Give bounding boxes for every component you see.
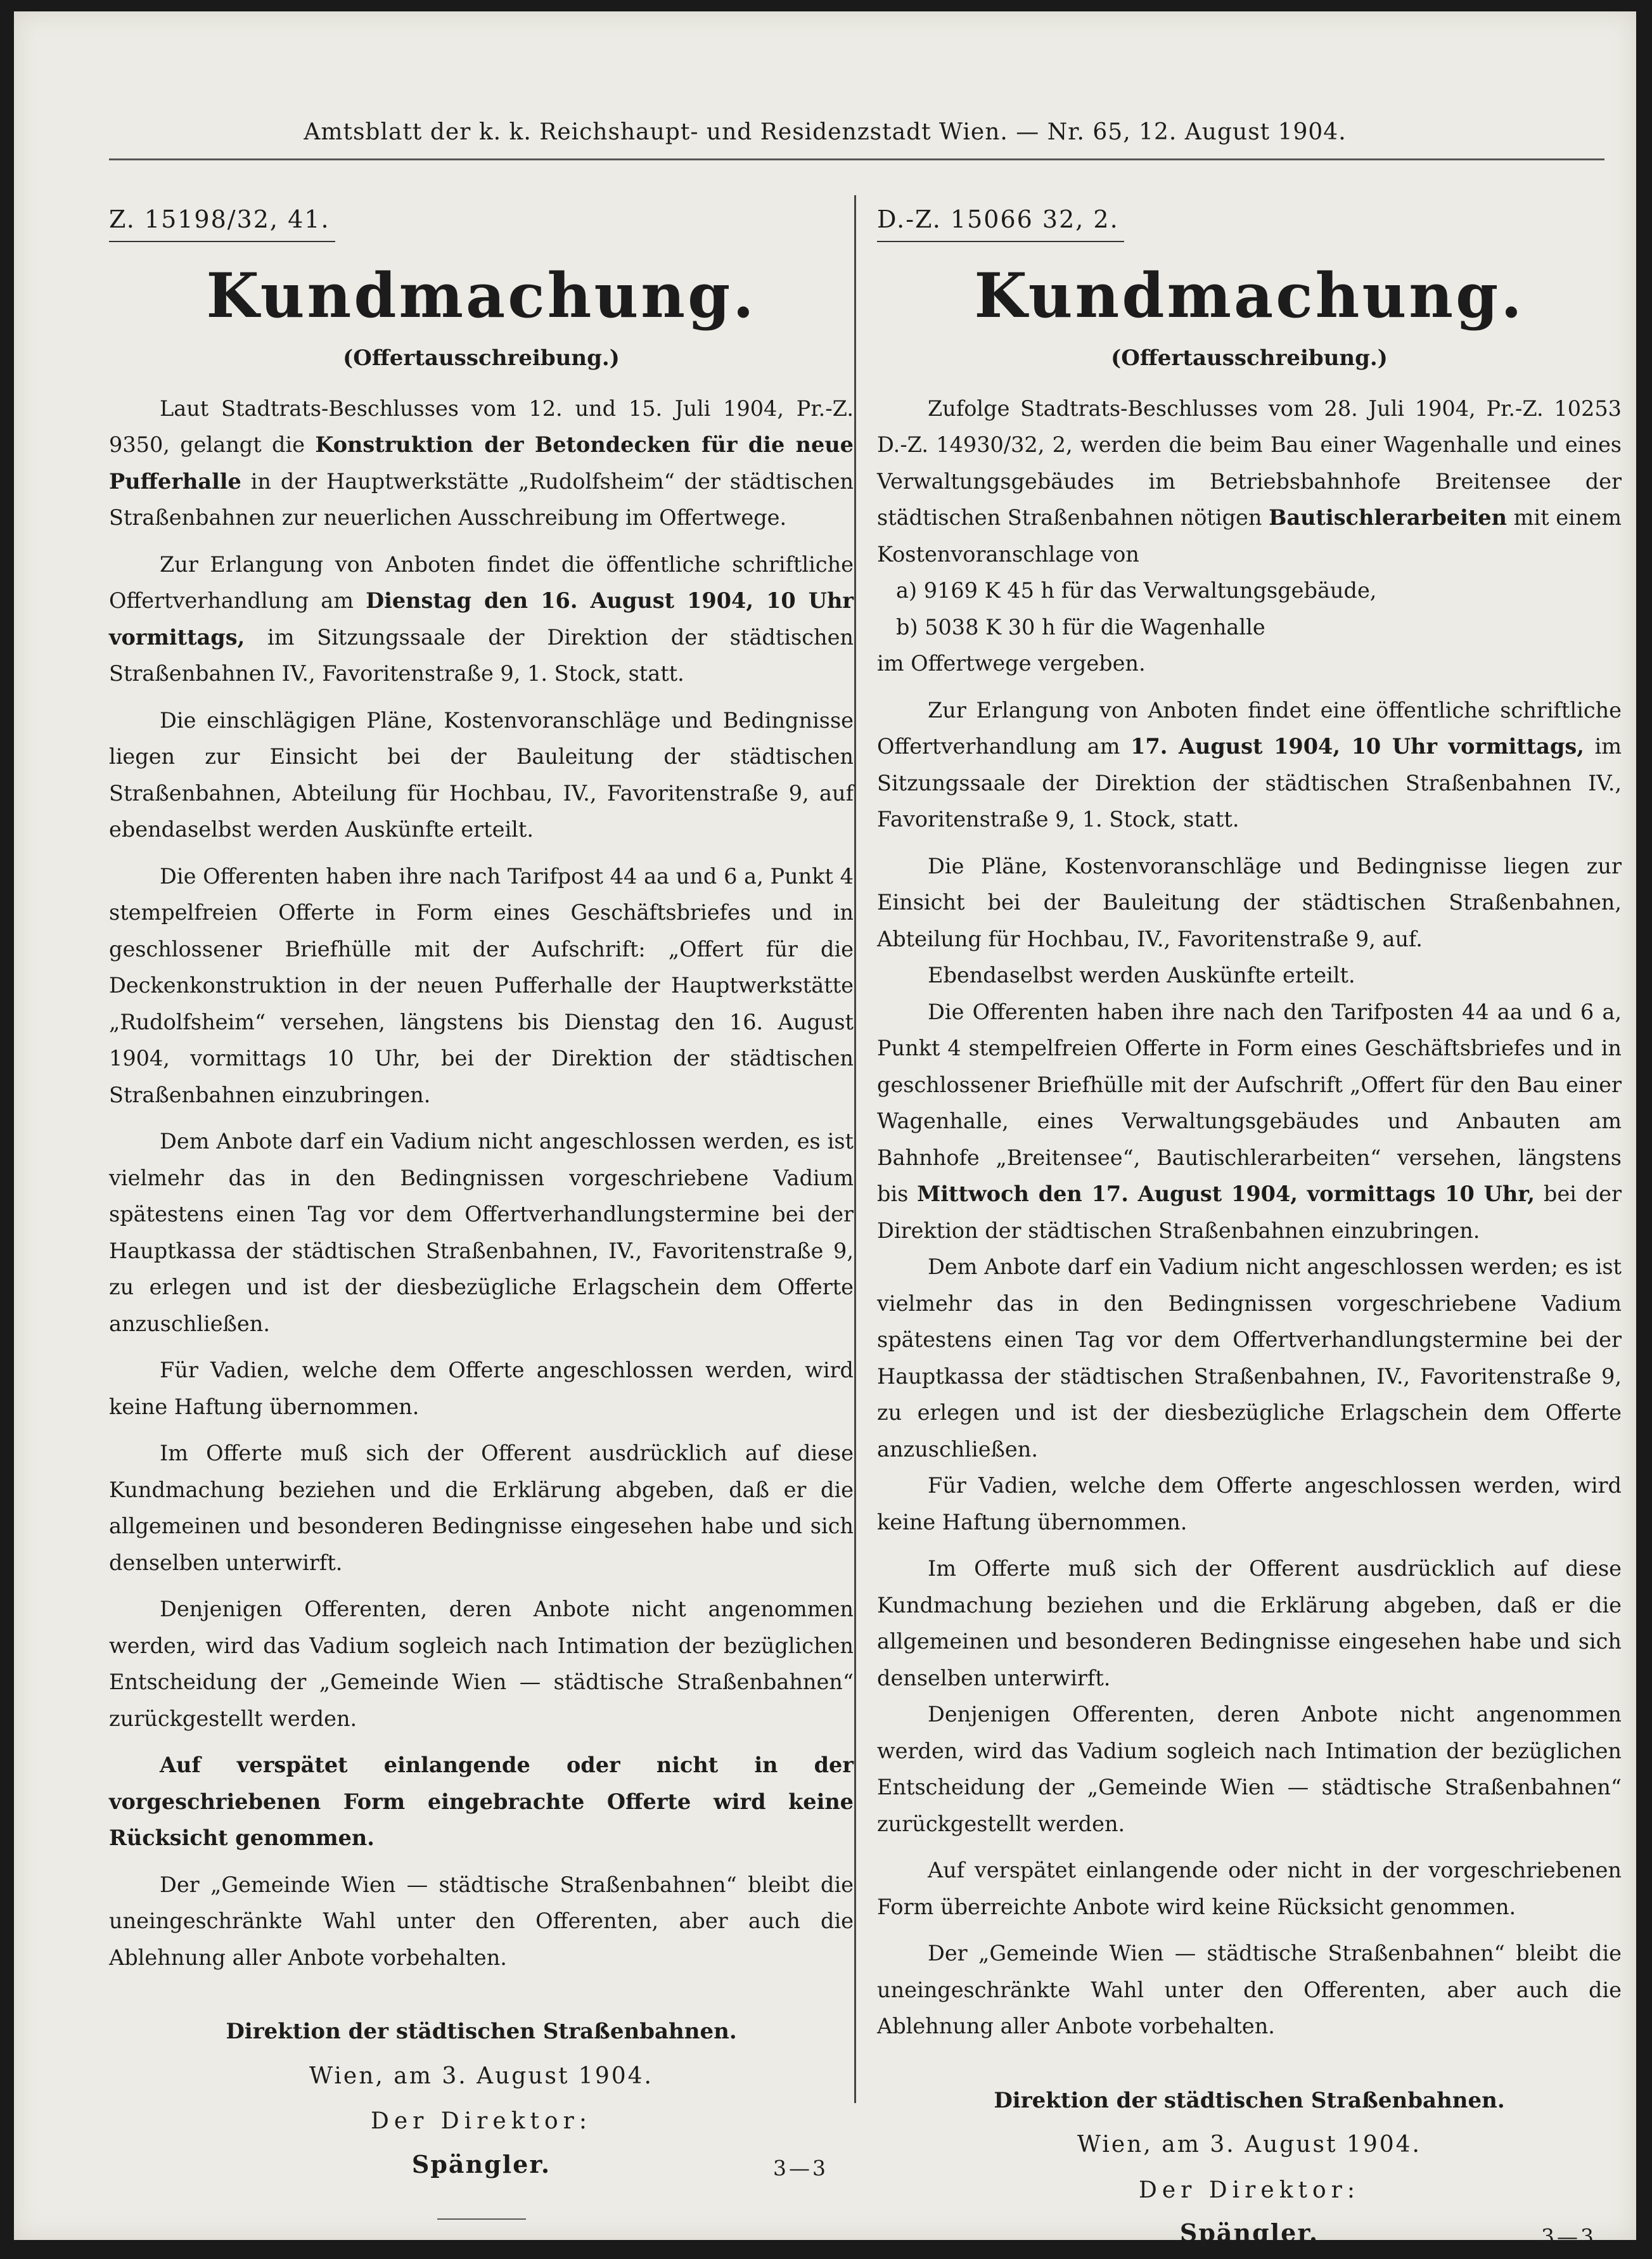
right-paragraph-3b: Ebendaselbst werden Auskünfte erteilt.: [928, 963, 1355, 988]
right-reference-number: D.-Z. 15066 32, 2.: [877, 202, 1124, 242]
left-p2-bold: Dienstag den 16. August 1904, 10 Uhr vormittags,: [109, 588, 854, 650]
left-paragraph-3: Die einschlägigen Pläne, Kostenvoranschläge und Bedingnisse liegen zur Einsicht bei der Bauleitung der städtischen Straßenbahnen, Abteilung für Hochbau, IV., Favoritenstraße 9, auf ebendaselbst werden Auskünfte erteilt.: [109, 707, 854, 842]
left-paragraph-10: Der „Gemeinde Wien — städtische Straßenbahnen“ bleibt die uneingeschränkte Wahl unter den Offerenten, aber auch die Ablehnung aller Anbote vorbehalten.: [109, 1872, 854, 1970]
left-p1-text-a: Laut Stadtrats-Beschlusses vom 12. und 15. Juli 1904, Pr.-Z. 9350, gelangt die: [109, 396, 854, 457]
right-paragraph-7: Im Offerte muß sich der Offerent ausdrücklich auf diese Kundmachung beziehen und die Erklärung abgeben, daß er die allgemeinen und besonderen Bedingnisse eingesehen habe und sich denselben unterwirft.: [877, 1556, 1622, 1690]
header-rule: [109, 158, 1604, 160]
right-paragraph-5: Dem Anbote darf ein Vadium nicht angeschlossen werden; es ist vielmehr das in den Bedingnissen vorgeschriebene Vadium spätestens einen Tag vor dem Offertverhandlungstermine bei der Hauptkassa der städtischen Straßenbahnen, IV., Favoritenstraße 9, zu erlegen und ist der diesbezügliche Erlagschein dem Offerte anzuschließen.: [877, 1254, 1622, 1462]
right-signature-name: Spängler.: [1179, 2218, 1319, 2247]
right-signature-place: Wien, am 3. August 1904.: [1077, 2132, 1421, 2158]
left-signature-row: [109, 2146, 854, 2191]
right-paragraph-1: [877, 390, 1622, 573]
left-p1-bold: Konstruktion der Betondecken für die neue Pufferhalle: [109, 432, 854, 494]
left-paragraph-1: [109, 390, 854, 536]
left-signature-role: Der Direktor:: [370, 2108, 592, 2134]
right-insertion-code: 3—3: [1541, 2224, 1596, 2249]
left-paragraph-5: Dem Anbote darf ein Vadium nicht angeschlossen werden, es ist vielmehr das in den Bedingnissen vorgeschriebene Vadium spätestens einen Tag vor dem Offertverhandlungstermine bei der Hauptkassa der städtischen Straßenbahnen, IV., Favoritenstraße 9, zu erlegen und ist der diesbezügliche Erlagschein dem Offerte anzuschließen.: [109, 1129, 854, 1336]
left-paragraph-9: Auf verspätet einlangende oder nicht in der vorgeschriebenen Form eingebrachte Offerte wird keine Rücksicht genommen.: [109, 1753, 854, 1850]
right-p2-text-c: im Sitzungssaale der Direktion der städtischen Straßenbahnen IV., Favoritenstraße 9, 1. Stock, statt.: [877, 734, 1622, 832]
right-paragraph-3: Die Pläne, Kostenvoranschläge und Bedingnisse liegen zur Einsicht bei der Bauleitung der städtischen Straßenbahnen, Abteilung für Hochbau, IV., Favoritenstraße 9, auf.: [877, 853, 1622, 951]
right-signature-org: Direktion der städtischen Straßenbahnen.: [994, 2087, 1505, 2113]
right-paragraph-8: Denjenigen Offerenten, deren Anbote nicht angenommen werden, wird das Vadium sogleich nach Intimation der bezüglichen Entscheidung der „Gemeinde Wien — städtische Straßenbahnen“ zurückgestellt werden.: [877, 1702, 1622, 1836]
right-title: Kundmachung.: [974, 259, 1525, 331]
left-title: Kundmachung.: [206, 259, 757, 331]
right-p1-text-c: mit einem Kostenvoranschlage von: [877, 505, 1622, 567]
left-p1-text-c: in der Hauptwerkstätte „Rudolfsheim“ der städtischen Straßenbahnen zur neuerlichen Ausschreibung im Offertwege.: [109, 468, 854, 530]
document-page: [14, 11, 1636, 2249]
right-paragraph-1-end: im Offertwege vergeben.: [877, 651, 1146, 676]
right-p4-text-a: Die Offerenten haben ihre nach den Tarifposten 44 aa und 6 a, Punkt 4 stempelfreien Offerte in Form eines Geschäftsbriefes und in geschlossener Briefhülle mit der Aufschrift „Offert für den Bau einer Wagenhalle, eines Verwaltungsgebäudes und Anbauten am Bahnhofe „Breitensee“, Bautischlerarbeiten“ versehen, längstens bis: [877, 999, 1622, 1206]
left-end-rule: [437, 2218, 526, 2220]
right-signature-role: Der Direktor:: [1138, 2177, 1360, 2203]
left-paragraph-8: Denjenigen Offerenten, deren Anbote nicht angenommen werden, wird das Vadium sogleich nach Intimation der bezüglichen Entscheidung der „Gemeinde Wien — städtische Straßenbahnen“ zurückgestellt werden.: [109, 1597, 854, 1731]
right-p4-text-c: bei der Direktion der städtischen Straßenbahnen einzubringen.: [877, 1181, 1622, 1243]
left-p2-text-c: im Sitzungssaale der Direktion der städtischen Straßenbahnen IV., Favoritenstraße 9, 1. Stock, statt.: [109, 624, 854, 686]
right-paragraph-6: Für Vadien, welche dem Offerte angeschlossen werden, wird keine Haftung übernommen.: [877, 1473, 1622, 1535]
left-paragraph-4: Die Offerenten haben ihre nach Tarifpost 44 aa und 6 a, Punkt 4 stempelfreien Offerte in Form eines Geschäftsbriefes und in geschlossener Briefhülle mit der Aufschrift: „Offert für die Deckenkonstruktion in der neuen Pufferhalle der Hauptwerkstätte „Rudolfsheim“ versehen, längstens bis Dienstag den 16. August 1904, vormittags 10 Uhr, bei der Direktion der städtischen Straßenbahnen einzubringen.: [109, 863, 854, 1107]
right-p1-text-a: Zufolge Stadtrats-Beschlusses vom 28. Juli 1904, Pr.-Z. 10253 D.-Z. 14930/32, 2, werden die beim Bau einer Wagenhalle und eines Verwaltungsgebäudes im Betriebsbahnhofe Breitensee der städtischen Straßenbahnen nötigen: [877, 396, 1622, 530]
right-p4-bold: Mittwoch den 17. August 1904, vormittags 10 Uhr,: [917, 1181, 1535, 1206]
right-list-item-b: b) 5038 K 30 h für die Wagenhalle: [896, 614, 1265, 640]
right-paragraph-2: [877, 692, 1622, 838]
right-subtitle: (Offertausschreibung.): [1111, 345, 1388, 371]
right-column: [877, 202, 1622, 2259]
right-list-item-a: a) 9169 K 45 h für das Verwaltungsgebäude,: [896, 578, 1377, 603]
page-header: Amtsblatt der k. k. Reichshaupt- und Residenzstadt Wien. — Nr. 65, 12. August 1904.: [304, 119, 1347, 145]
left-signature-org: Direktion der städtischen Straßenbahnen.: [226, 2019, 737, 2044]
right-paragraph-4: [877, 994, 1622, 1249]
right-paragraph-10: Der „Gemeinde Wien — städtische Straßenbahnen“ bleibt die uneingeschränkte Wahl unter den Offerenten, aber auch die Ablehnung aller Anbote vorbehalten.: [877, 1941, 1622, 2038]
right-paragraph-9: Auf verspätet einlangende oder nicht in der vorgeschriebenen Form überreichte Anbote wird keine Rücksicht genommen.: [877, 1858, 1622, 1919]
left-signature-name: Spängler.: [411, 2149, 551, 2179]
left-subtitle: (Offertausschreibung.): [343, 345, 620, 371]
right-p2-bold: 17. August 1904, 10 Uhr vormittags,: [1130, 734, 1584, 759]
left-signature-place: Wien, am 3. August 1904.: [309, 2063, 653, 2089]
left-paragraph-2: [109, 546, 854, 692]
left-reference-number: Z. 15198/32, 41.: [109, 202, 335, 242]
left-paragraph-7: Im Offerte muß sich der Offerent ausdrücklich auf diese Kundmachung beziehen und die Erklärung abgeben, daß er die allgemeinen und besonderen Bedingnisse eingesehen habe und sich denselben unterwirft.: [109, 1441, 854, 1575]
left-p2-text-a: Zur Erlangung von Anboten findet die öffentliche schriftliche Offertverhandlung am: [109, 551, 854, 613]
column-divider: [854, 195, 856, 2103]
right-p2-text-a: Zur Erlangung von Anboten findet eine öffentliche schriftliche Offertverhandlung am: [877, 697, 1622, 759]
left-column: [109, 202, 854, 2220]
left-insertion-code: 3—3: [773, 2155, 828, 2180]
right-p1-bold: Bautischlerarbeiten: [1269, 505, 1507, 530]
left-paragraph-6: Für Vadien, welche dem Offerte angeschlossen werden, wird keine Haftung übernommen.: [109, 1358, 854, 1419]
